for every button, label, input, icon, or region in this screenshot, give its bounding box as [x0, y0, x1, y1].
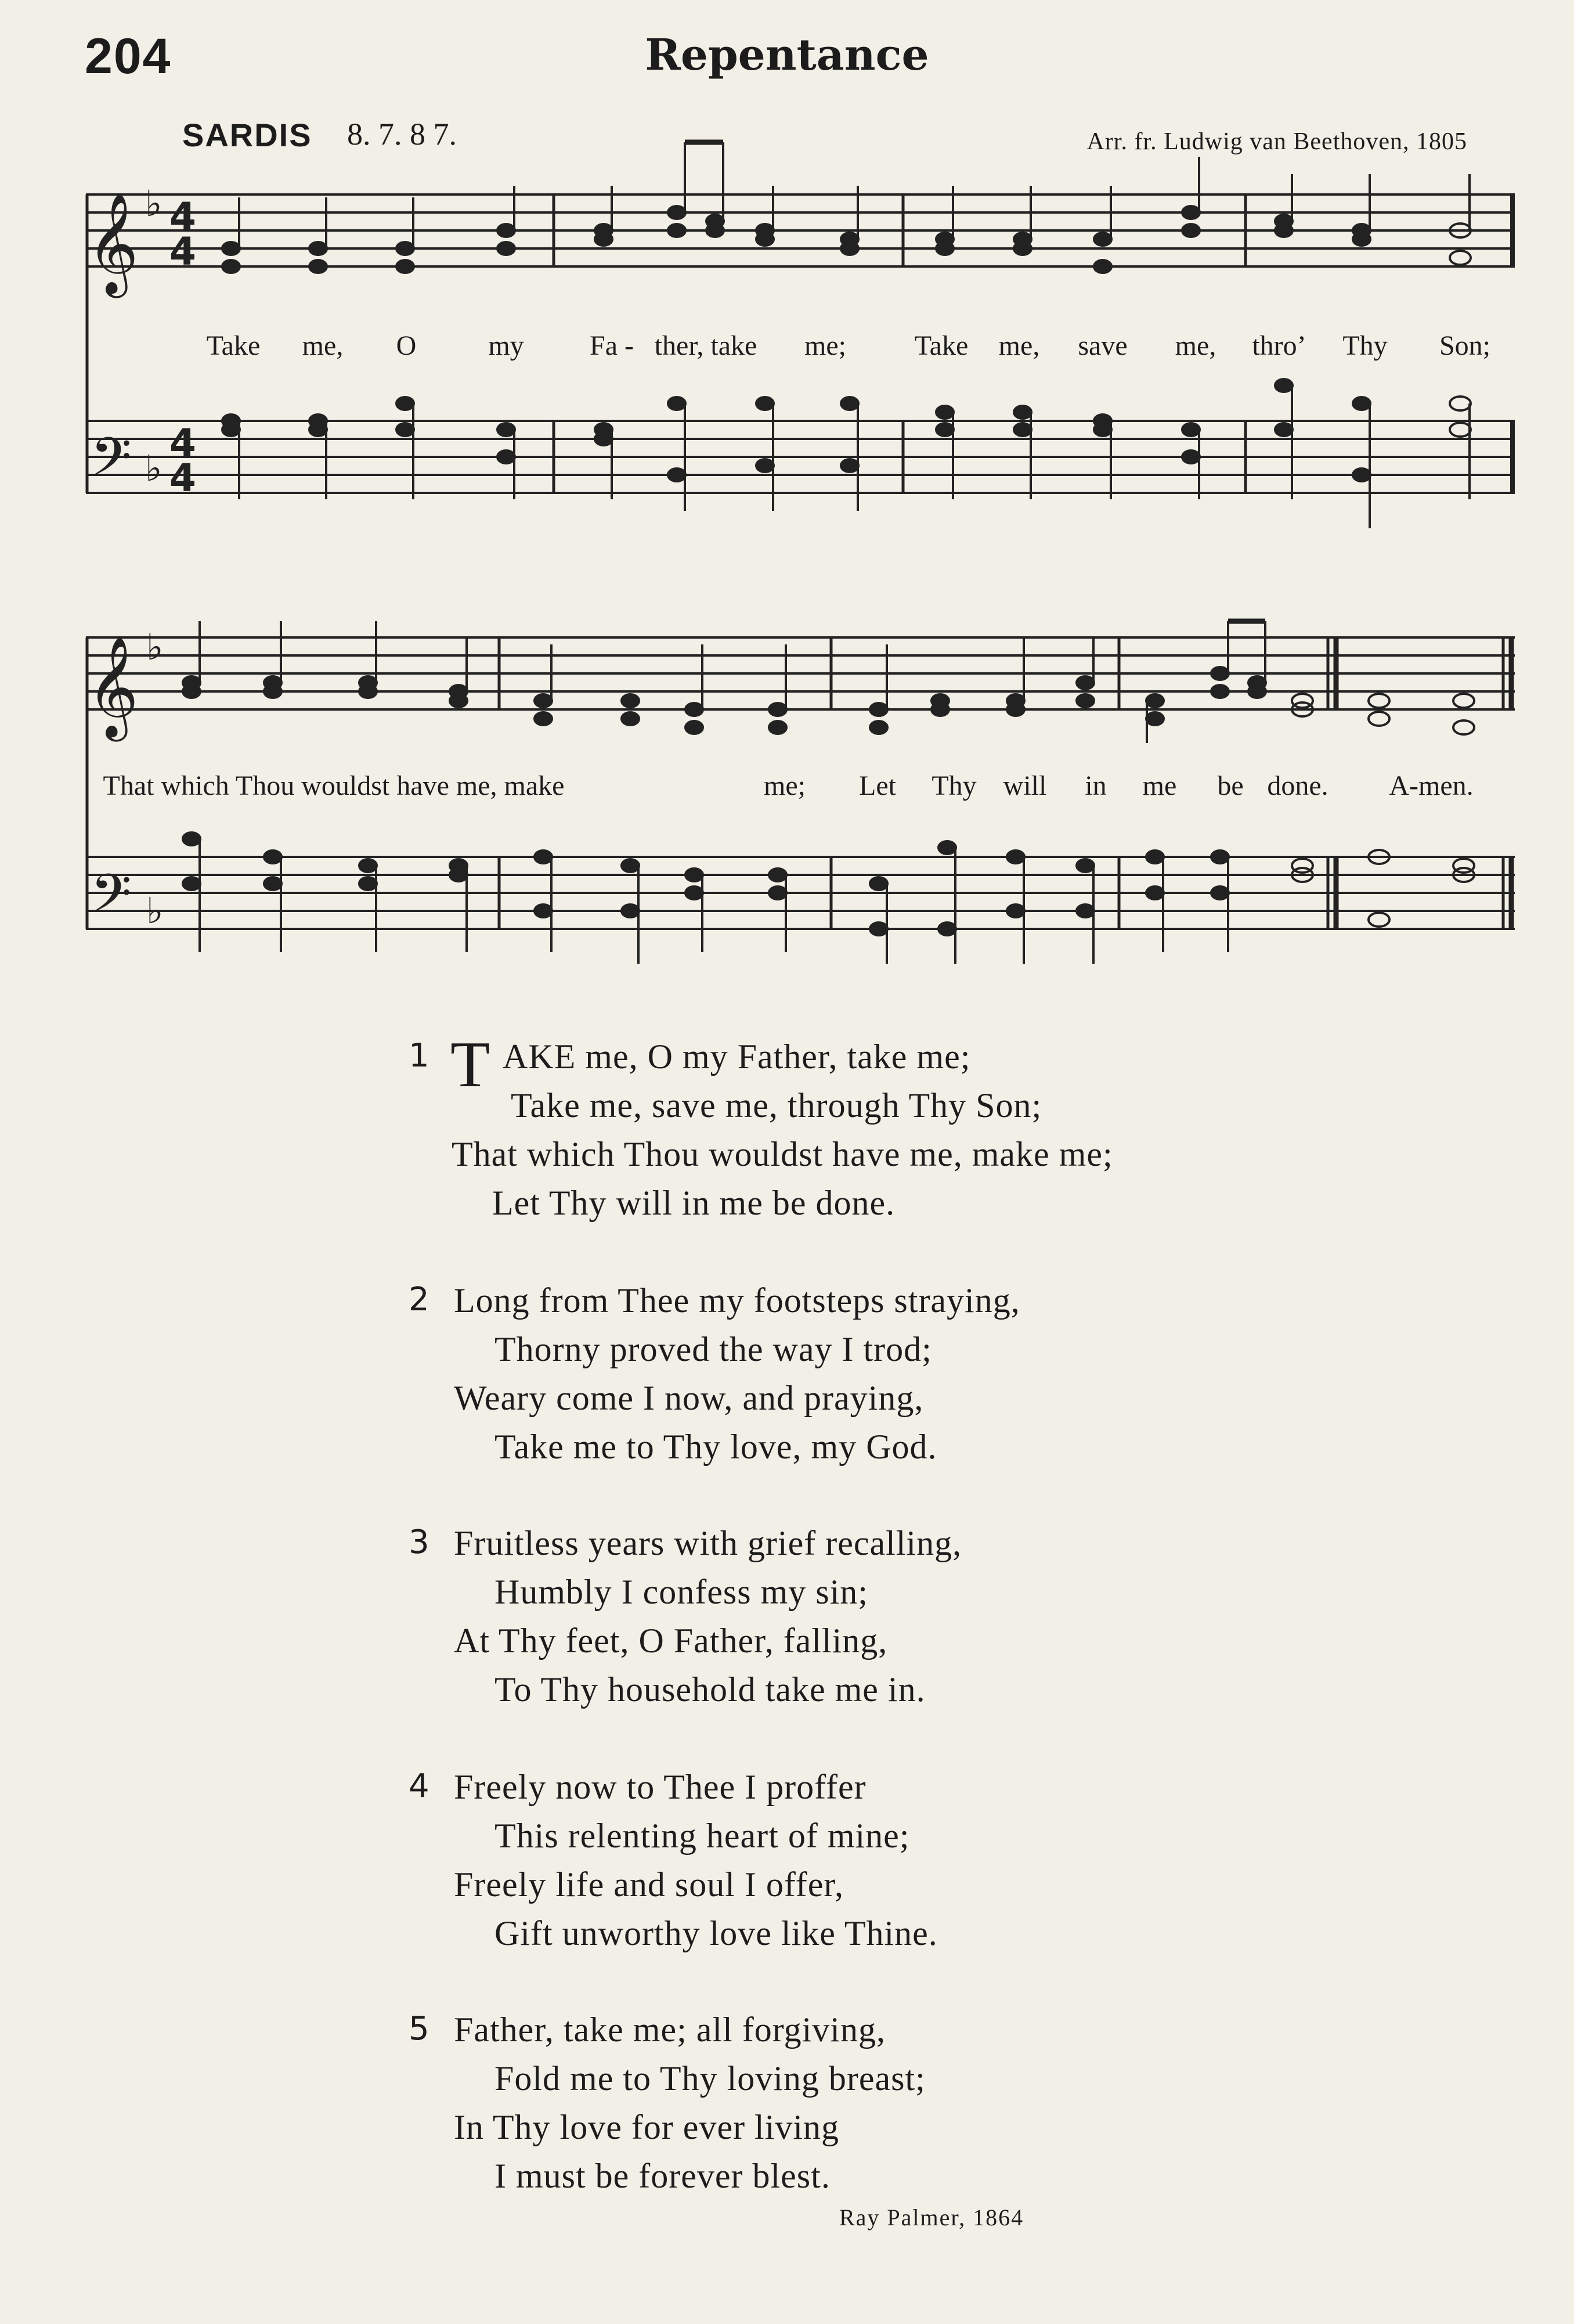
lyric-syllable: me — [1142, 770, 1177, 801]
verse-line: Freely now to Thee I proffer — [454, 1768, 867, 1806]
arranger: Arr. fr. Ludwig van Beethoven, 1805 — [1086, 128, 1467, 155]
hymn-author: Ray Palmer, 1864 — [839, 2204, 1024, 2231]
lyric-syllable: Take — [914, 330, 969, 361]
page-number: 204 — [85, 28, 172, 84]
lyric-syllable: me, — [302, 330, 344, 361]
verse-line: Gift unworthy love like Thine. — [494, 1914, 938, 1952]
drop-cap: T — [450, 1029, 490, 1101]
treble-staff-1 — [86, 194, 1515, 266]
verse-line: Let Thy will in me be done. — [492, 1184, 896, 1222]
verse-line: Long from Thee my footsteps straying, — [454, 1281, 1020, 1320]
lyric-syllable: me, — [998, 330, 1040, 361]
page-title: Repentance — [645, 30, 929, 80]
verse-line: This relenting heart of mine; — [494, 1817, 910, 1855]
lyric-syllable: in — [1085, 770, 1107, 801]
lyric-syllable: A-men. — [1389, 770, 1474, 801]
lyric-syllable: thro’ — [1252, 330, 1306, 361]
verse-number: 1 — [409, 1037, 429, 1075]
verse-line: Take me, save me, through Thy Son; — [511, 1086, 1042, 1125]
tune-name: SARDIS — [182, 117, 312, 153]
verse-line: Fold me to Thy loving breast; — [494, 2059, 926, 2098]
tune-meter: 8. 7. 8 7. — [347, 117, 457, 152]
verse-number: 3 — [409, 1523, 429, 1561]
lyric-syllable: save — [1078, 330, 1128, 361]
lyric-syllable: Son; — [1439, 330, 1491, 361]
verse-line: Freely life and soul I offer, — [454, 1865, 844, 1904]
flat-icon: ♭ — [146, 626, 164, 668]
verse-line: That which Thou wouldst have me, make me; — [452, 1135, 1113, 1173]
verse-line: Weary come I now, and praying, — [454, 1379, 924, 1417]
lyric-syllable: my — [488, 330, 524, 361]
verse-line: At Thy feet, O Father, falling, — [454, 1622, 888, 1660]
verse-line: Fruitless years with grief recalling, — [454, 1524, 962, 1562]
lyric-syllable: Thy — [1342, 330, 1388, 361]
time-signature-bottom: 4 — [169, 456, 196, 500]
verse-number: 4 — [409, 1767, 429, 1805]
verse-line: Father, take me; all forgiving, — [454, 2010, 886, 2049]
lyric-syllable: will — [1003, 770, 1047, 801]
bass-clef-icon: 𝄢 — [91, 863, 132, 937]
treble-clef-icon: 𝄞 — [87, 193, 139, 294]
lyric-syllable: Fa - — [590, 330, 634, 361]
lyric-syllable: That which Thou wouldst have me, make — [103, 770, 565, 801]
time-signature-top: 4 — [169, 421, 196, 466]
lyric-syllable: O — [396, 330, 417, 361]
lyric-syllable: Take — [206, 330, 261, 361]
verse-number: 2 — [409, 1281, 429, 1318]
verse-line: Humbly I confess my sin; — [494, 1573, 868, 1611]
bass-clef-icon: 𝄢 — [91, 426, 132, 500]
lyric-syllable: me, — [1175, 330, 1216, 361]
treble-clef-icon: 𝄞 — [87, 636, 139, 737]
flat-icon: ♭ — [145, 447, 163, 489]
time-signature-top: 4 — [169, 194, 196, 239]
verse-line: AKE me, O my Father, take me; — [503, 1037, 971, 1076]
lyric-syllable: Let — [859, 770, 896, 801]
verse-line: Thorny proved the way I trod; — [494, 1330, 932, 1368]
verse-line: I must be forever blest. — [494, 2157, 831, 2195]
flat-icon: ♭ — [146, 889, 164, 932]
verse-line: To Thy household take me in. — [494, 1670, 926, 1709]
lyric-syllable: done. — [1267, 770, 1328, 801]
flat-icon: ♭ — [145, 182, 163, 225]
lyric-syllable: me; — [764, 770, 806, 801]
verse-line: Take me to Thy love, my God. — [494, 1428, 937, 1466]
time-signature-bottom: 4 — [169, 229, 196, 274]
lyric-syllable: me; — [804, 330, 846, 361]
verse-line: In Thy love for ever living — [454, 2108, 840, 2146]
lyric-syllable: Thy — [932, 770, 977, 801]
treble-staff-2 — [86, 637, 1515, 709]
lyric-syllable: be — [1217, 770, 1244, 801]
verse-number: 5 — [409, 2010, 429, 2048]
music-score — [0, 0, 1574, 987]
bass-staff-1 — [86, 421, 1515, 493]
lyric-syllable: ther, take — [654, 330, 757, 361]
